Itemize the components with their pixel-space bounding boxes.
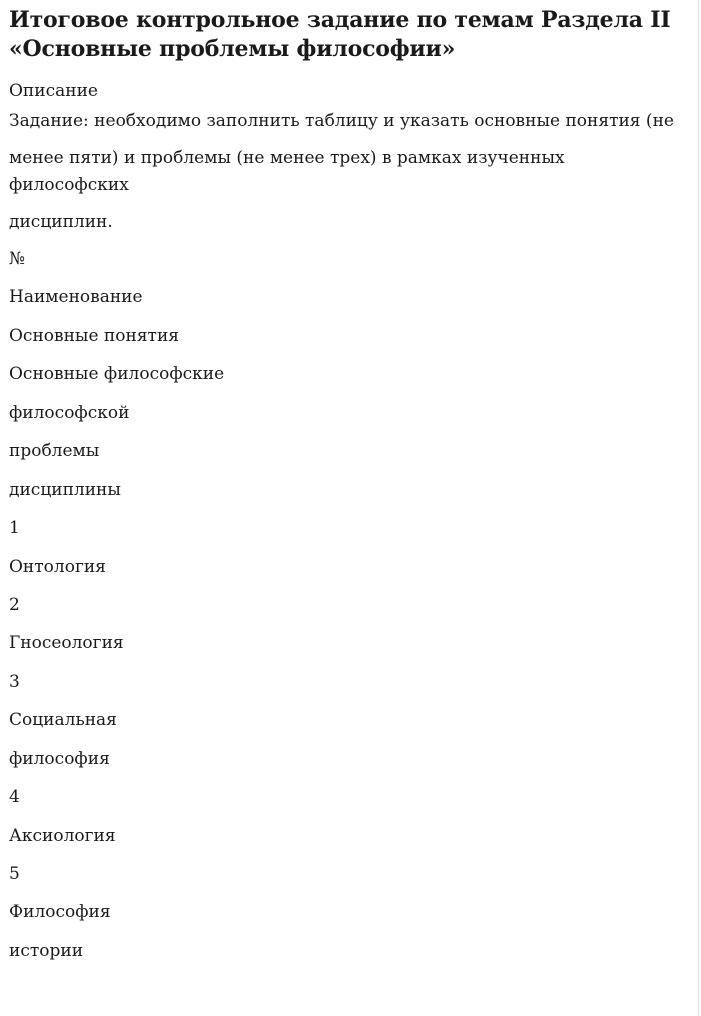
table-cell-text: Философия bbox=[9, 902, 111, 923]
description-line: менее пяти) и проблемы (не менее трех) в рамках изученных философских bbox=[9, 148, 565, 195]
table-text-list bbox=[9, 246, 679, 965]
table-cell-text: 1 bbox=[9, 518, 20, 539]
document-page bbox=[9, 6, 679, 976]
description-label: Описание bbox=[9, 81, 98, 101]
table-cell-text: Аксиология bbox=[9, 825, 116, 846]
table-cell-text: 4 bbox=[9, 787, 20, 808]
table-cell-text: № bbox=[9, 249, 26, 269]
table-cell-text: Наименование bbox=[9, 287, 143, 308]
description-line: дисциплин. bbox=[9, 212, 113, 232]
page-border bbox=[698, 0, 699, 1016]
description-line: Задание: необходимо заполнить таблицу и указать основные понятия (не bbox=[9, 111, 674, 131]
table-cell-text: Гносеология bbox=[9, 633, 124, 654]
table-cell-text: дисциплины bbox=[9, 479, 121, 500]
table-cell-text: 3 bbox=[9, 671, 20, 692]
table-cell-text: философской bbox=[9, 402, 130, 423]
table-cell-text: Социальная bbox=[9, 710, 117, 731]
table-cell-text: проблемы bbox=[9, 441, 100, 462]
table-cell-text: Основные философские bbox=[9, 364, 225, 385]
table-cell-text: философия bbox=[9, 748, 110, 769]
table-cell-text: 5 bbox=[9, 864, 20, 884]
table-cell-text: Основные понятия bbox=[9, 325, 179, 346]
page-title: Итоговое контрольное задание по темам Раздела II «Основные проблемы философии» bbox=[9, 7, 671, 62]
table-cell-text: 2 bbox=[9, 594, 20, 615]
table-cell-text: Онтология bbox=[9, 556, 106, 577]
table-cell-text: истории bbox=[9, 940, 84, 961]
